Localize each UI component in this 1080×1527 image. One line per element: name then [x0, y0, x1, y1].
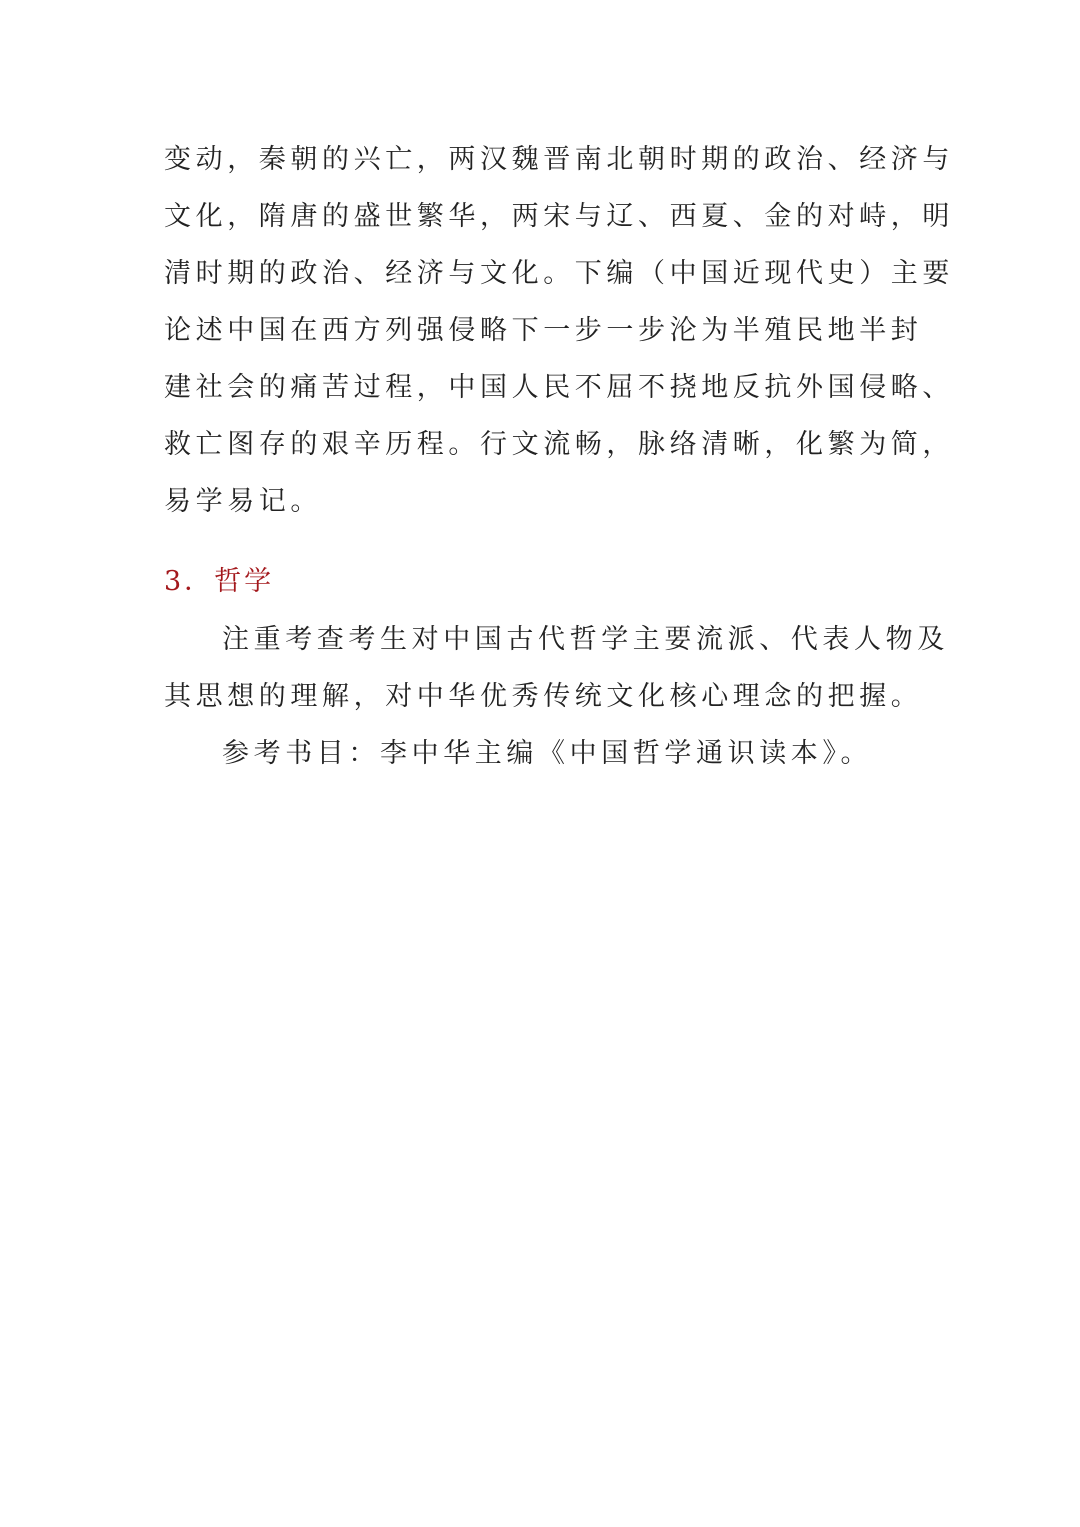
section3-body-line-2: 其思想的理解，对中华优秀传统文化核心理念的把握。	[164, 681, 923, 712]
paragraph-line-5: 建社会的痛苦过程，中国人民不屈不挠地反抗外国侵略、	[164, 372, 954, 403]
section-heading-philosophy: 3．哲学	[164, 566, 275, 597]
paragraph-line-6: 救亡图存的艰辛历程。行文流畅，脉络清晰，化繁为简，	[164, 429, 954, 460]
paragraph-line-7: 易学易记。	[164, 486, 322, 517]
paragraph-line-3: 清时期的政治、经济与文化。下编（中国近现代史）主要	[164, 258, 954, 289]
section3-body-line-1: 注重考查考生对中国古代哲学主要流派、代表人物及	[222, 624, 949, 655]
paragraph-line-4: 论述中国在西方列强侵略下一步一步沦为半殖民地半封	[164, 315, 923, 346]
paragraph-line-1: 变动，秦朝的兴亡，两汉魏晋南北朝时期的政治、经济与	[164, 144, 954, 175]
reference-books: 参考书目：李中华主编《中国哲学通识读本》。	[222, 738, 873, 769]
paragraph-line-2: 文化，隋唐的盛世繁华，两宋与辽、西夏、金的对峙，明	[164, 201, 954, 232]
